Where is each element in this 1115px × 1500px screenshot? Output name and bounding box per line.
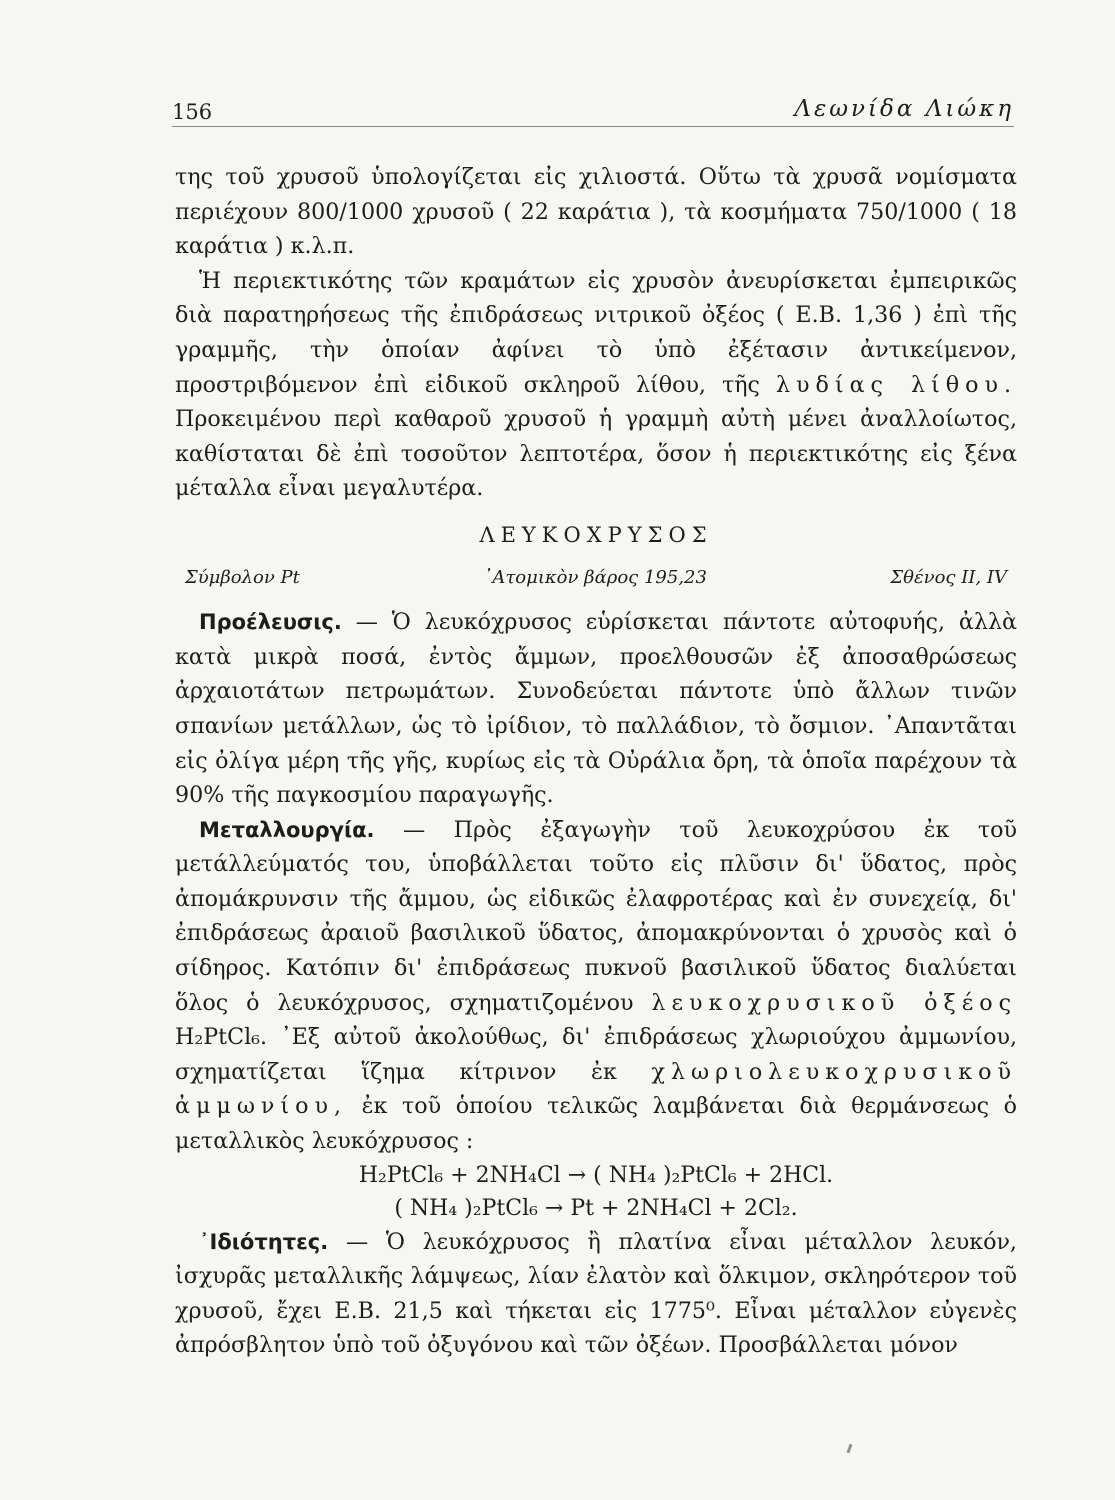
lydian-stone-term: λυδίας λίθου.: [775, 371, 1017, 398]
equation-2: ( NH₄ )₂PtCl₆ → Pt + 2NH₄Cl + 2Cl₂.: [394, 1195, 798, 1221]
equation-1: H₂PtCl₆ + 2NH₄Cl → ( NH₄ )₂PtCl₆ + 2HCl.: [358, 1162, 834, 1188]
metallurgy-text-c: ἐκ τοῦ ὁποίου τελικῶς λαμβάνεται διὰ θερμάνσεως ὁ μεταλλικὸς λευκόχρυσος :: [175, 1093, 1017, 1155]
intro-text: της τοῦ χρυσοῦ ὑπολογίζεται εἰς χιλιοστά. Οὕτω τὰ χρυσᾶ νομίσματα περιέχουν 800/1000 χρυσοῦ ( 22 καράτια ), τὰ κοσμήματα 750/1000 ( 18 καράτια ) κ.λ.π.: [175, 164, 1017, 260]
element-symbol: Σύμβολον Pt: [185, 566, 300, 588]
running-head: Λεωνίδα Λιώκη: [794, 96, 1014, 122]
atomic-weight: ᾿Ατομικὸν βάρος 195,23: [483, 566, 707, 588]
origin-text: — Ὁ λευκόχρυσος εὑρίσκεται πάντοτε αὐτοφυής, ἀλλὰ κατὰ μικρὰ ποσά, ἐντὸς ἄμμων, προελθουσῶν ἐξ ἀποσαθρώσεως ἀρχαιοτάτων πετρωμάτων. Συνοδεύεται πάντοτε ὑπὸ ἄλλων τινῶν σπανίων μετάλλων, ὡς τὸ ἰρίδιον, τὸ παλλάδιον, τὸ ὄσμιον. ᾿Απαντᾶται εἰς ὀλίγα μέρη τῆς γῆς, κυρίως εἰς τὰ Οὐράλια ὄρη, τὰ ὁποῖα παρέχουν τὰ 90% τῆς παγκοσμίου παραγωγῆς.: [175, 609, 1017, 809]
inline-formula: H₂PtCl₆.: [175, 1024, 268, 1051]
gold-test-text-a: Ἡ περιεκτικότης τῶν κραμάτων εἰς χρυσὸν ἀνευρίσκεται ἐμπειρικῶς διὰ παρατηρήσεως τῆς ἐπιδράσεως νιτρικοῦ ὀξέος ( Ε.Β. 1,36 ) ἐπὶ τῆς γραμμῆς, τὴν ὁποίαν ἀφίνει τὸ ὑπὸ ἐξέτασιν ἀντικείμενον, προστριβόμενον ἐπὶ εἰδικοῦ σκληροῦ λίθου, τῆς: [175, 267, 1017, 398]
metallurgy-text-a: — Πρὸς ἐξαγωγὴν τοῦ λευκοχρύσου ἐκ τοῦ μετάλλεύματός του, ὑποβάλλεται τοῦτο εἰς πλῦσιν δι' ὕδατος, πρὸς ἀπομάκρυνσιν τῆς ἄμμου, ὡς εἰδικῶς ἐλαφροτέρας καὶ ἐν συνεχείᾳ, δι' ἐπιδράσεως ἀραιοῦ βασιλικοῦ ὕδατος, ἀπομακρύνονται ὁ χρυσὸς καὶ ὁ σίδηρος. Κατόπιν δι' ἐπιδράσεως πυκνοῦ βασιλικοῦ ὕδατος διαλύεται ὅλος ὁ λευκόχρυσος, σχηματιζομένου: [175, 816, 1017, 1016]
page-body: [175, 160, 1017, 1363]
gold-test-text-b: Προκειμένου περὶ καθαροῦ χρυσοῦ ἡ γραμμὴ αὐτὴ μένει ἀναλλοίωτος, καθίσταται δὲ ἐπὶ τοσοῦτον λεπτοτέρα, ὅσον ἡ περιεκτικότης εἰς ξένα μέταλλα εἶναι μεγαλυτέρα.: [175, 406, 1017, 502]
chloroplatinic-acid-term: λευκοχρυσικοῦ ὀξέος: [651, 989, 1017, 1016]
properties-heading: ᾿Ιδιότητες.: [199, 1229, 329, 1254]
properties-text: — Ὁ λευκόχρυσος ἢ πλατίνα εἶναι μέταλλον λευκόν, ἰσχυρᾶς μεταλλικῆς λάμψεως, λίαν ἐλατὸν καὶ ὅλκιμον, σκληρότερον τοῦ χρυσοῦ, ἔχει Ε.Β. 21,5 καὶ τήκεται εἰς 1775⁰. Εἶναι μέταλλον εὐγενὲς ἀπρόσβλητον ὑπὸ τοῦ ὀξυγόνου καὶ τῶν ὀξέων. Προσβάλλεται μόνον: [175, 1228, 1017, 1359]
intro-paragraph: [175, 160, 1017, 264]
properties-paragraph: [175, 1225, 1017, 1363]
gold-test-paragraph: [175, 264, 1017, 506]
ammonium-chloroplatinate-term: χλωριολευκοχρυσικοῦ ἀμμωνίου,: [175, 1058, 1017, 1120]
valence: Σθένος II, IV: [890, 566, 1007, 588]
origin-paragraph: [175, 605, 1017, 813]
page-number: 156: [172, 100, 213, 124]
metallurgy-heading: Μεταλλουργία.: [199, 817, 375, 842]
element-specs: [175, 561, 1017, 596]
metallurgy-text-b: ᾿Εξ αὐτοῦ ἀκολούθως, δι' ἐπιδράσεως χλωριούχου ἀμμωνίου, σχηματίζεται ἵζημα κίτρινον ἐκ: [175, 1024, 1017, 1085]
page-header: [172, 86, 1014, 127]
origin-heading: Προέλευσις.: [199, 610, 342, 635]
section-title: ΛΕΥΚΟΧΡΥΣΟΣ: [479, 522, 713, 547]
ink-speck: [847, 1444, 853, 1453]
metallurgy-paragraph: [175, 813, 1017, 1159]
equations-block: [175, 1159, 1017, 1225]
